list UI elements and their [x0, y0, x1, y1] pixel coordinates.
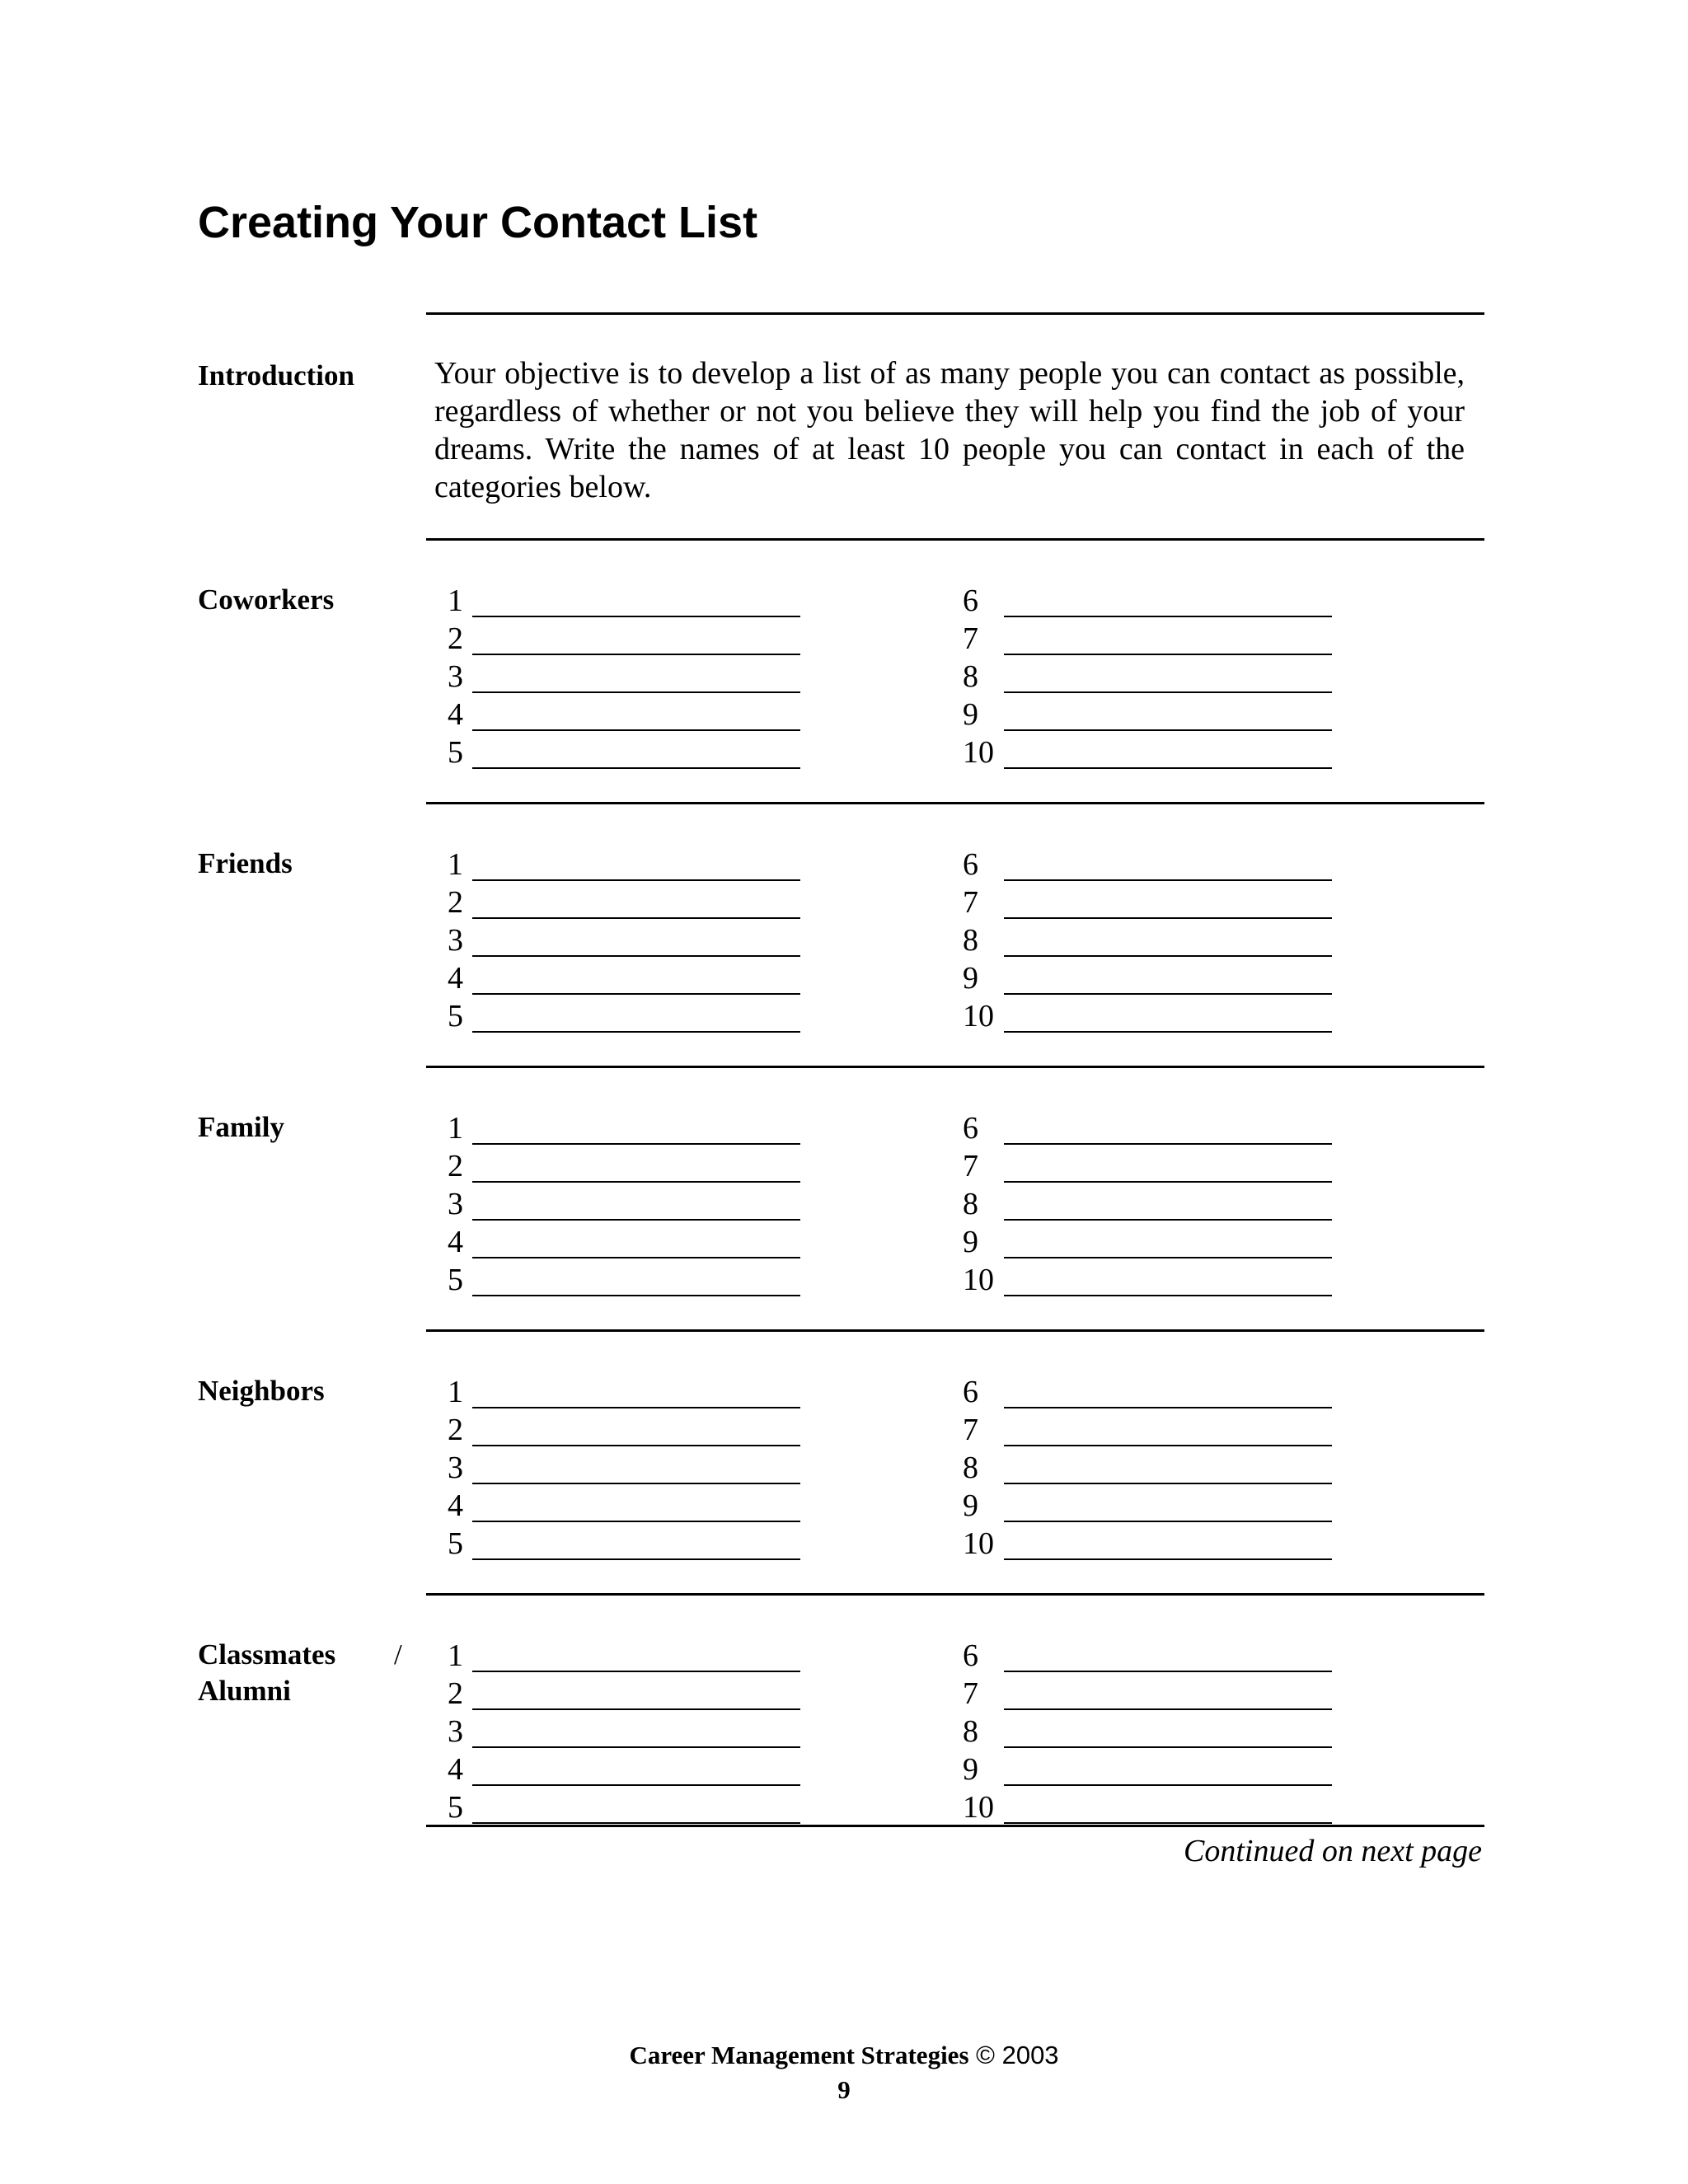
divider: [426, 312, 1484, 315]
contact-entry: [448, 620, 827, 658]
entry-number: 8: [963, 1714, 978, 1749]
entry-number: 2: [448, 885, 463, 920]
page-title: Creating Your Contact List: [198, 198, 758, 247]
contact-entry: [963, 582, 1342, 620]
entry-number: 3: [448, 1451, 463, 1485]
contact-entry: [448, 921, 827, 959]
entry-number: 6: [963, 1111, 978, 1146]
name-blank-line[interactable]: [472, 1143, 800, 1145]
entry-number: 9: [963, 1752, 978, 1787]
name-blank-line[interactable]: [1004, 1784, 1332, 1786]
entry-number: 3: [448, 1714, 463, 1749]
contact-entry: [448, 1449, 827, 1487]
contact-entry: [963, 1223, 1342, 1261]
name-blank-line[interactable]: [472, 654, 800, 655]
divider: [426, 1825, 1484, 1827]
name-blank-line[interactable]: [1004, 1445, 1332, 1446]
contact-entry: [963, 1487, 1342, 1525]
name-blank-line[interactable]: [472, 1445, 800, 1446]
entry-number: 4: [448, 1752, 463, 1787]
divider: [426, 1066, 1484, 1068]
entry-number: 9: [963, 697, 978, 732]
contact-entry: [448, 696, 827, 733]
name-blank-line[interactable]: [472, 1219, 800, 1221]
entry-number: 3: [448, 1187, 463, 1221]
contact-entry: [963, 658, 1342, 696]
name-blank-line[interactable]: [472, 1746, 800, 1748]
name-blank-line[interactable]: [1004, 1822, 1332, 1824]
name-blank-line[interactable]: [472, 1407, 800, 1408]
name-blank-line[interactable]: [472, 1784, 800, 1786]
entry-number: 5: [448, 1790, 463, 1825]
contact-entry: [448, 1675, 827, 1713]
contact-entry: [448, 1788, 827, 1826]
name-blank-line[interactable]: [1004, 1708, 1332, 1710]
entry-number: 7: [963, 885, 978, 920]
entry-number: 5: [448, 1263, 463, 1297]
name-blank-line[interactable]: [1004, 1295, 1332, 1296]
name-blank-line[interactable]: [472, 1558, 800, 1560]
introduction-text: Your objective is to develop a list of as many people you can contact as possible, regardless of whether or not you believe they will help you find the job of your dreams. Write the names of at least 10 people you can contact in each of the categories below.: [434, 356, 1465, 504]
contact-entry: [963, 959, 1342, 997]
entry-number: 4: [448, 1225, 463, 1259]
entry-number: 6: [963, 1638, 978, 1673]
contact-entry: [448, 1713, 827, 1750]
entry-number: 8: [963, 659, 978, 694]
continued-note: Continued on next page: [1184, 1834, 1482, 1868]
entry-number: 4: [448, 697, 463, 732]
name-blank-line[interactable]: [1004, 767, 1332, 769]
name-blank-line[interactable]: [1004, 1671, 1332, 1672]
section-label: Family: [198, 1111, 284, 1143]
page-number: 9: [837, 2075, 851, 2104]
introduction-label: Introduction: [198, 359, 354, 391]
contact-entry: [963, 696, 1342, 733]
contact-entry: [448, 582, 827, 620]
name-blank-line[interactable]: [1004, 1407, 1332, 1408]
contact-entry: [448, 1525, 827, 1563]
entry-number: 6: [963, 583, 978, 618]
contact-entry: [448, 959, 827, 997]
contact-entry: [963, 1411, 1342, 1449]
name-blank-line[interactable]: [1004, 1031, 1332, 1033]
name-blank-line[interactable]: [472, 1822, 800, 1824]
entry-number: 1: [448, 583, 463, 618]
section-label: Friends: [198, 847, 293, 879]
entry-number: 10: [963, 1263, 994, 1297]
name-blank-line[interactable]: [1004, 1143, 1332, 1145]
contact-entry: [448, 1147, 827, 1185]
entry-number: 4: [448, 1488, 463, 1523]
entry-number: 5: [448, 735, 463, 770]
entry-number: 9: [963, 961, 978, 996]
entry-number: 2: [448, 621, 463, 656]
section-label: Coworkers: [198, 583, 335, 616]
name-blank-line[interactable]: [472, 1708, 800, 1710]
footer-title: Career Management Strategies: [629, 2041, 969, 2069]
name-blank-line[interactable]: [472, 917, 800, 919]
entry-number: 4: [448, 961, 463, 996]
entry-number: 3: [448, 659, 463, 694]
contact-entry: [448, 846, 827, 883]
name-blank-line[interactable]: [472, 691, 800, 693]
name-blank-line[interactable]: [1004, 1558, 1332, 1560]
divider: [426, 1329, 1484, 1332]
contact-section: [0, 582, 1688, 821]
contact-section: [0, 846, 1688, 1085]
entry-number: 7: [963, 621, 978, 656]
entry-number: 6: [963, 847, 978, 882]
contact-entry: [963, 1373, 1342, 1411]
contact-entry: [963, 620, 1342, 658]
section-label-slash: /: [394, 1638, 402, 1671]
entry-number: 10: [963, 735, 994, 770]
name-blank-line[interactable]: [472, 1671, 800, 1672]
entry-number: 10: [963, 1790, 994, 1825]
contact-entry: [963, 1675, 1342, 1713]
contact-entry: [963, 1449, 1342, 1487]
name-blank-line[interactable]: [472, 1181, 800, 1183]
entry-number: 1: [448, 1111, 463, 1146]
entry-number: 2: [448, 1676, 463, 1711]
contact-entry: [448, 1750, 827, 1788]
entry-number: 9: [963, 1225, 978, 1259]
contact-entry: [963, 883, 1342, 921]
contact-entry: [963, 997, 1342, 1035]
contact-entry: [448, 733, 827, 771]
name-blank-line[interactable]: [472, 729, 800, 731]
entry-number: 3: [448, 923, 463, 958]
name-blank-line[interactable]: [1004, 616, 1332, 617]
name-blank-line[interactable]: [472, 1483, 800, 1484]
entry-number: 8: [963, 1451, 978, 1485]
entry-number: 7: [963, 1149, 978, 1183]
contact-entry: [963, 846, 1342, 883]
entry-number: 5: [448, 999, 463, 1033]
name-blank-line[interactable]: [1004, 1746, 1332, 1748]
section-label: Classmates Alumni: [198, 1638, 336, 1707]
contact-entry: [448, 1261, 827, 1299]
contact-entry: [448, 883, 827, 921]
entry-number: 7: [963, 1413, 978, 1447]
name-blank-line[interactable]: [1004, 1181, 1332, 1183]
name-blank-line[interactable]: [472, 616, 800, 617]
name-blank-line[interactable]: [1004, 654, 1332, 655]
name-blank-line[interactable]: [472, 767, 800, 769]
entry-number: 1: [448, 847, 463, 882]
contact-entry: [448, 658, 827, 696]
name-blank-line[interactable]: [472, 993, 800, 995]
entry-number: 10: [963, 999, 994, 1033]
contact-entry: [448, 1411, 827, 1449]
name-blank-line[interactable]: [472, 879, 800, 881]
name-blank-line[interactable]: [472, 1257, 800, 1258]
entry-number: 2: [448, 1149, 463, 1183]
contact-entry: [448, 1487, 827, 1525]
section-label: Neighbors: [198, 1375, 325, 1407]
name-blank-line[interactable]: [472, 1295, 800, 1296]
contact-entry: [963, 1185, 1342, 1223]
contact-entry: [448, 997, 827, 1035]
contact-entry: [963, 1750, 1342, 1788]
name-blank-line[interactable]: [472, 1521, 800, 1522]
name-blank-line[interactable]: [1004, 917, 1332, 919]
entry-number: 7: [963, 1676, 978, 1711]
contact-entry: [963, 1525, 1342, 1563]
contact-entry: [448, 1185, 827, 1223]
name-blank-line[interactable]: [1004, 1521, 1332, 1522]
name-blank-line[interactable]: [1004, 993, 1332, 995]
name-blank-line[interactable]: [1004, 955, 1332, 957]
contact-entry: [448, 1223, 827, 1261]
footer-copyright: © 2003: [968, 2041, 1059, 2069]
entry-number: 9: [963, 1488, 978, 1523]
name-blank-line[interactable]: [472, 1031, 800, 1033]
entry-number: 6: [963, 1375, 978, 1409]
entry-number: 1: [448, 1375, 463, 1409]
name-blank-line[interactable]: [472, 955, 800, 957]
entry-number: 8: [963, 923, 978, 958]
contact-entry: [963, 1637, 1342, 1675]
name-blank-line[interactable]: [1004, 879, 1332, 881]
contact-entry: [963, 921, 1342, 959]
contact-entry: [963, 1109, 1342, 1147]
name-blank-line[interactable]: [1004, 1219, 1332, 1221]
contact-entry: [963, 1788, 1342, 1826]
footer: [0, 2039, 1688, 2072]
entry-number: 8: [963, 1187, 978, 1221]
contact-entry: [448, 1109, 827, 1147]
divider: [426, 538, 1484, 541]
contact-entry: [963, 1261, 1342, 1299]
contact-section: [0, 1373, 1688, 1612]
name-blank-line[interactable]: [1004, 691, 1332, 693]
contact-entry: [963, 733, 1342, 771]
divider: [426, 1593, 1484, 1596]
entry-number: 10: [963, 1526, 994, 1561]
entry-number: 5: [448, 1526, 463, 1561]
name-blank-line[interactable]: [1004, 729, 1332, 731]
contact-entry: [448, 1373, 827, 1411]
contact-section: [0, 1109, 1688, 1348]
name-blank-line[interactable]: [1004, 1483, 1332, 1484]
entry-number: 2: [448, 1413, 463, 1447]
entry-number: 1: [448, 1638, 463, 1673]
contact-entry: [448, 1637, 827, 1675]
contact-entry: [963, 1147, 1342, 1185]
divider: [426, 802, 1484, 804]
contact-entry: [963, 1713, 1342, 1750]
name-blank-line[interactable]: [1004, 1257, 1332, 1258]
